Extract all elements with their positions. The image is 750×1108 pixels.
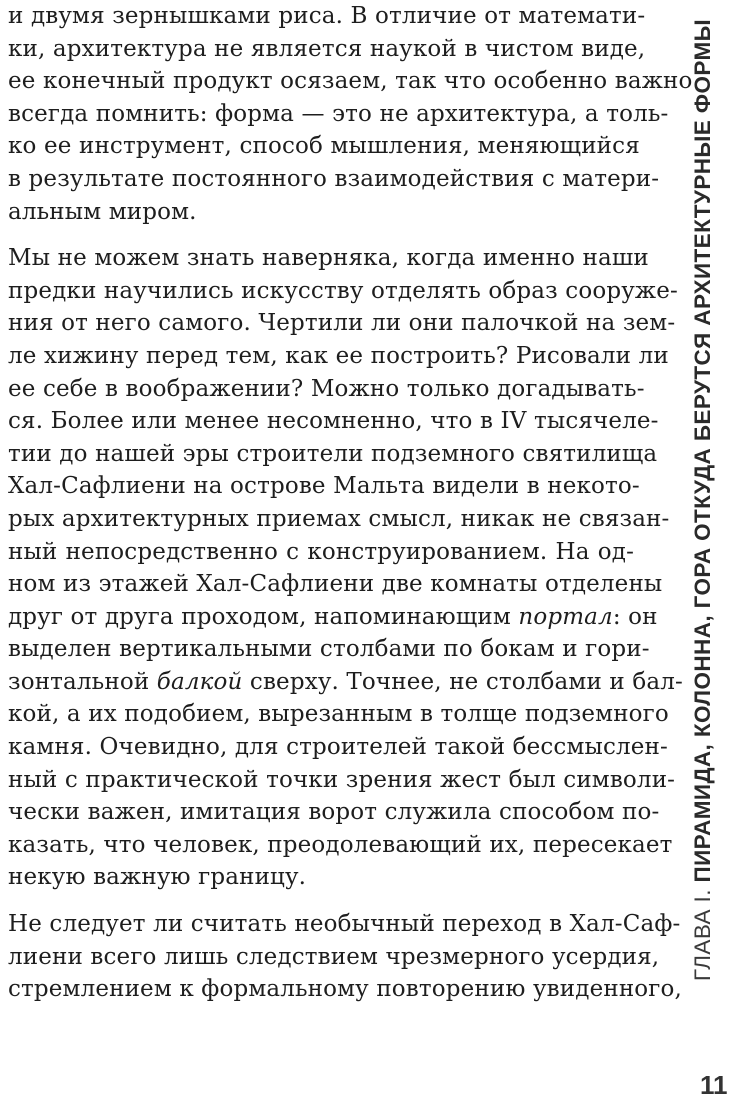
chapter-title: ПИРАМИДА, КОЛОННА, ГОРА ОТКУДА БЕРУТСЯ АРХИТЕКТУРНЫЕ ФОРМЫ: [689, 18, 715, 883]
text-line: тии до нашей эры строители подземного святилища: [8, 440, 658, 467]
paragraph-2: [8, 242, 683, 894]
text-line: ки, архитектура не является наукой в чистом виде,: [8, 35, 646, 62]
text-line: некую важную границу.: [8, 864, 307, 891]
text-line: и двумя зернышками риса. В отличие от математи-: [8, 3, 646, 29]
text-line: лиени всего лишь следствием чрезмерного усердия,: [8, 943, 660, 970]
body-text: [8, 0, 693, 1006]
text-line: Не следует ли считать необычный переход в Хал-Саф-: [8, 911, 681, 938]
paragraph-1: [8, 0, 693, 228]
text-line: предки научились искусству отделять образ сооруже-: [8, 277, 678, 304]
text-line: ном из этажей Хал-Сафлиени две комнаты отделены: [8, 571, 663, 598]
italic-term-balka: балкой: [156, 668, 243, 695]
text-line: ле хижину перед тем, как ее построить? Рисовали ли: [8, 342, 669, 369]
text-line: ный с практической точки зрения жест был символи-: [8, 766, 676, 793]
chapter-label: ГЛАВА I.: [689, 889, 715, 982]
text-line: рых архитектурных приемах смысл, никак не связан-: [8, 505, 670, 532]
text-line: выделен вертикальными столбами по бокам и гори-: [8, 636, 650, 663]
text-line: ся. Более или менее несомненно, что в IV тысячеле-: [8, 408, 659, 435]
text-line: альным миром.: [8, 198, 197, 225]
text-line: ее конечный продукт осязаем, так что особенно важно: [8, 68, 693, 95]
text-line: ния от него самого. Чертили ли они палочкой на зем-: [8, 310, 676, 337]
italic-term-portal: портал: [518, 603, 613, 630]
page-number: 11: [700, 1070, 728, 1100]
running-head: [678, 0, 728, 1000]
text-line: ный непосредственно с конструированием. На од-: [8, 538, 634, 565]
text-line: зонтальной балкой сверху. Точнее, не столбами и бал-: [8, 668, 683, 695]
running-head-text: [689, 18, 715, 982]
text-line: в результате постоянного взаимодействия с матери-: [8, 165, 660, 192]
paragraph-3: [8, 908, 682, 1006]
text-line: ко ее инструмент, способ мышления, меняющийся: [8, 133, 640, 160]
text-line: ее себе в воображении? Можно только догадывать-: [8, 375, 645, 402]
text-line: чески важен, имитация ворот служила способом по-: [8, 799, 660, 826]
text-line: казать, что человек, преодолевающий их, пересекает: [8, 831, 673, 858]
text-line: всегда помнить: форма — это не архитектура, а толь-: [8, 100, 669, 127]
text-line: Хал-Сафлиени на острове Мальта видели в некото-: [8, 473, 640, 500]
text-line: камня. Очевидно, для строителей такой бессмыслен-: [8, 734, 668, 761]
text-line: друг от друга проходом, напоминающим портал: он: [8, 603, 658, 630]
text-line: кой, а их подобием, вырезанным в толще подземного: [8, 701, 669, 728]
text-line: стремлением к формальному повторению увиденного,: [8, 976, 682, 1003]
text-line: Мы не можем знать наверняка, когда именно наши: [8, 245, 649, 272]
